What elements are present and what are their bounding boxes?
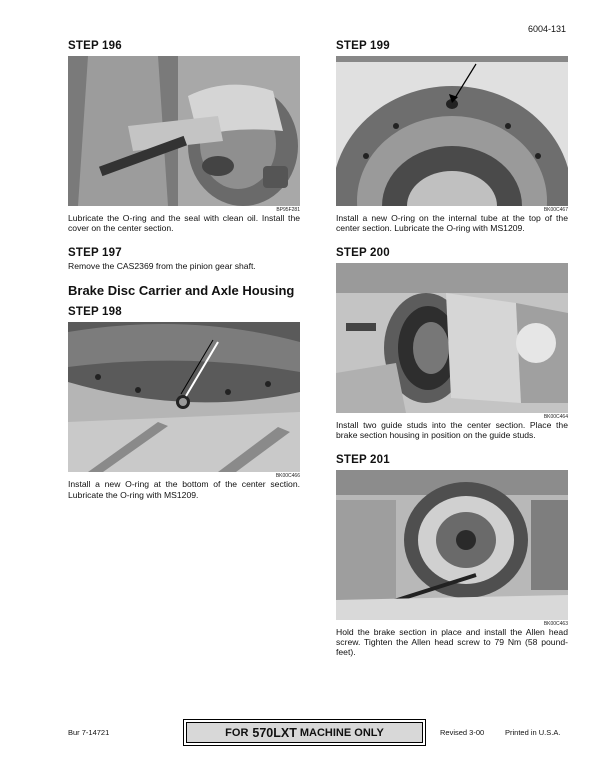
banner-prefix: FOR bbox=[225, 726, 249, 739]
step-heading: STEP 199 bbox=[336, 40, 390, 52]
machine-banner bbox=[183, 719, 426, 746]
left-column bbox=[68, 40, 300, 500]
step-201 bbox=[336, 454, 568, 658]
step-caption: Install a new O-ring at the bottom of the center section. Lubricate the O-ring with MS1209. bbox=[68, 479, 300, 500]
page-number: 6004-131 bbox=[527, 24, 566, 34]
photo-code: BP95F281 bbox=[276, 207, 300, 213]
step-caption: Remove the CAS2369 from the pinion gear shaft. bbox=[68, 260, 256, 271]
step-caption: Lubricate the O-ring and the seal with clean oil. Install the cover on the center section. bbox=[68, 213, 300, 234]
printed-in: Printed in U.S.A. bbox=[505, 728, 561, 737]
step-198 bbox=[68, 306, 300, 500]
section-heading: Brake Disc Carrier and Axle Housing bbox=[68, 283, 295, 299]
photo-code: BK00C467 bbox=[543, 207, 568, 213]
step-198-photo bbox=[68, 322, 300, 472]
step-heading: STEP 198 bbox=[68, 306, 122, 319]
step-heading: STEP 200 bbox=[336, 246, 390, 259]
photo-code: BK00C463 bbox=[543, 620, 568, 627]
step-199 bbox=[336, 40, 568, 234]
step-201-photo bbox=[336, 470, 568, 620]
banner-model: 570LXT bbox=[252, 725, 297, 740]
step-197 bbox=[68, 247, 300, 271]
step-heading: STEP 201 bbox=[336, 453, 390, 466]
revised-date: Revised 3-00 bbox=[440, 728, 485, 737]
doc-number: Bur 7-14721 bbox=[68, 728, 110, 737]
step-200-photo bbox=[336, 263, 568, 413]
photo-code: BK00C464 bbox=[543, 413, 568, 420]
photo-code: BK00C466 bbox=[275, 473, 300, 480]
step-196-photo bbox=[68, 56, 300, 206]
step-196 bbox=[68, 40, 300, 234]
step-heading: STEP 197 bbox=[68, 246, 122, 259]
step-199-photo bbox=[336, 56, 568, 206]
step-caption: Install two guide studs into the center section. Place the brake section housing in position on the guide studs. bbox=[336, 419, 568, 441]
step-caption: Hold the brake section in place and install the Allen head screw. Tighten the Allen head screw to 79 Nm (58 pound-feet). bbox=[336, 626, 568, 658]
step-caption: Install a new O-ring on the internal tube at the top of the center section. Lubricate the O-ring with MS1209. bbox=[336, 213, 568, 234]
banner-suffix: MACHINE ONLY bbox=[299, 726, 384, 739]
step-200 bbox=[336, 247, 568, 441]
right-column bbox=[336, 40, 568, 658]
step-heading: STEP 196 bbox=[68, 40, 122, 52]
